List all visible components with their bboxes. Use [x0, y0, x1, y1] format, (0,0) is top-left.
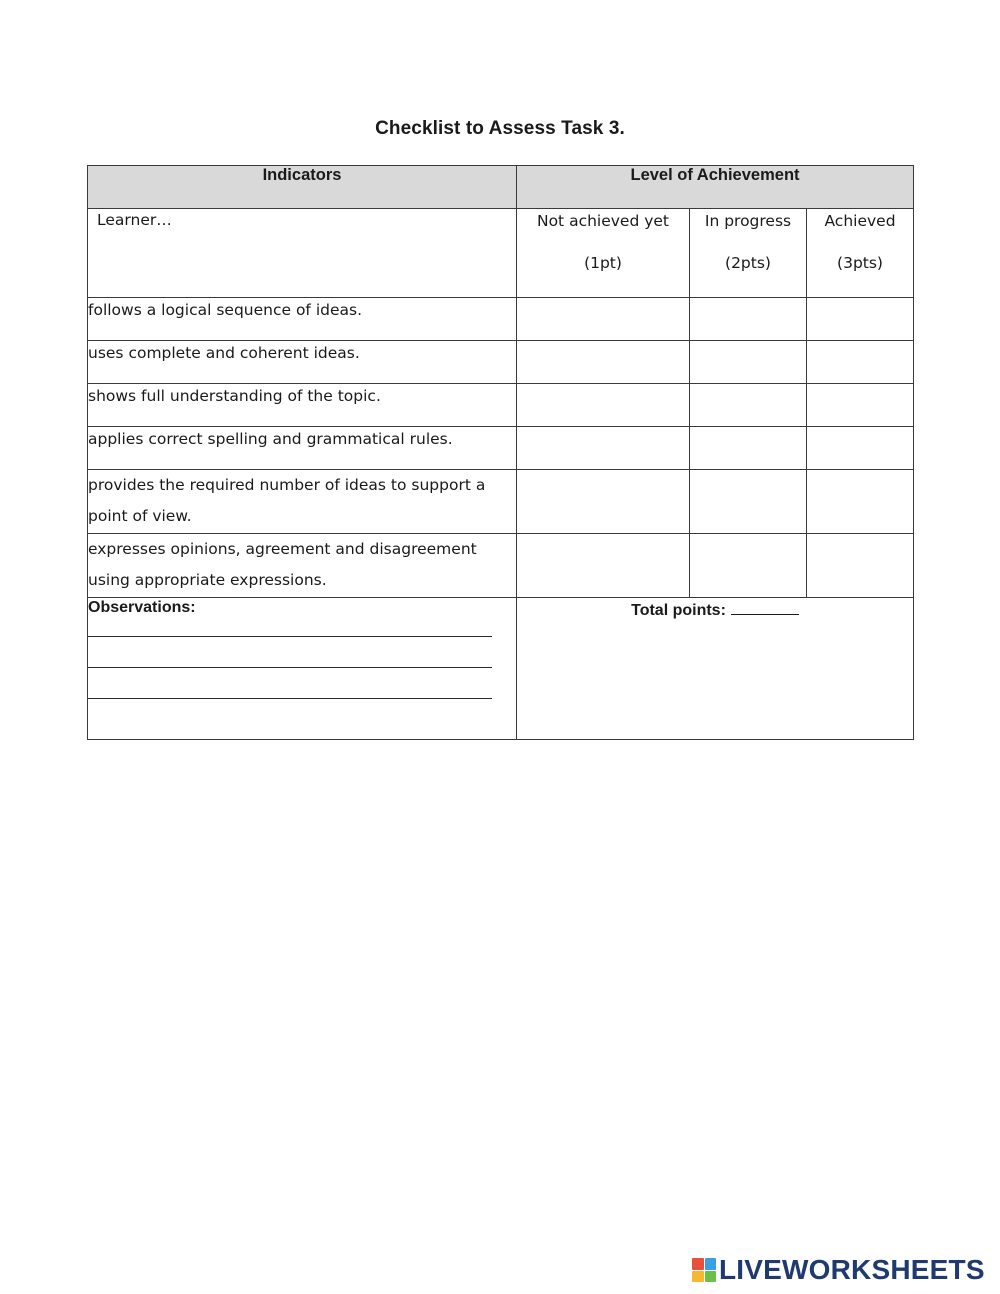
check-cell-not-achieved[interactable] — [517, 427, 690, 470]
level-points: (3pts) — [837, 254, 883, 272]
check-cell-in-progress[interactable] — [690, 298, 807, 341]
level-not-achieved — [517, 209, 690, 298]
check-cell-in-progress[interactable] — [690, 427, 807, 470]
logo-square — [705, 1271, 717, 1283]
observations-cell — [88, 598, 517, 740]
indicator-text: applies correct spelling and grammatical rules. — [88, 427, 517, 470]
level-label: Achieved — [824, 212, 896, 230]
indicator-row — [88, 298, 914, 341]
checklist-table — [87, 165, 914, 740]
level-points: (2pts) — [725, 254, 771, 272]
total-points-blank[interactable] — [731, 600, 799, 615]
observations-label: Observations: — [88, 599, 196, 616]
check-cell-in-progress[interactable] — [690, 384, 807, 427]
check-cell-in-progress[interactable] — [690, 341, 807, 384]
level-points: (1pt) — [584, 254, 622, 272]
observation-line[interactable] — [88, 636, 492, 637]
indicator-text: follows a logical sequence of ideas. — [88, 298, 517, 341]
total-points — [631, 600, 799, 620]
check-cell-not-achieved[interactable] — [517, 298, 690, 341]
logo-square — [692, 1271, 704, 1283]
logo-square — [705, 1258, 717, 1270]
indicator-row — [88, 470, 914, 534]
indicator-text: expresses opinions, agreement and disagreement using appropriate expressions. — [88, 534, 517, 598]
level-in-progress — [690, 209, 807, 298]
indicator-row — [88, 341, 914, 384]
level-achieved — [807, 209, 914, 298]
check-cell-not-achieved[interactable] — [517, 470, 690, 534]
check-cell-not-achieved[interactable] — [517, 384, 690, 427]
check-cell-achieved[interactable] — [807, 384, 914, 427]
page-title: Checklist to Assess Task 3. — [375, 118, 625, 139]
observations-row — [88, 598, 914, 740]
header-row — [88, 166, 914, 209]
check-cell-achieved[interactable] — [807, 470, 914, 534]
level-header: Level of Achievement — [517, 166, 914, 209]
logo-text: LIVEWORKSHEETS — [719, 1254, 985, 1285]
indicator-row — [88, 534, 914, 598]
observation-line[interactable] — [88, 698, 492, 699]
total-label: Total points: — [631, 602, 726, 619]
subheader-row — [88, 209, 914, 298]
observation-line[interactable] — [88, 667, 492, 668]
total-cell — [517, 598, 914, 740]
indicators-header: Indicators — [88, 166, 517, 209]
indicator-row — [88, 427, 914, 470]
logo-mark-icon — [692, 1258, 716, 1282]
indicator-text: uses complete and coherent ideas. — [88, 341, 517, 384]
check-cell-achieved[interactable] — [807, 298, 914, 341]
indicator-text: shows full understanding of the topic. — [88, 384, 517, 427]
level-label: In progress — [704, 212, 792, 230]
indicator-row — [88, 384, 914, 427]
indicator-text: provides the required number of ideas to support a point of view. — [88, 470, 517, 534]
learner-label: Learner… — [88, 209, 517, 298]
check-cell-achieved[interactable] — [807, 427, 914, 470]
logo-square — [692, 1258, 704, 1270]
check-cell-achieved[interactable] — [807, 534, 914, 598]
liveworksheets-logo — [692, 1255, 985, 1285]
check-cell-in-progress[interactable] — [690, 534, 807, 598]
check-cell-achieved[interactable] — [807, 341, 914, 384]
level-label: Not achieved yet — [536, 212, 670, 230]
check-cell-not-achieved[interactable] — [517, 534, 690, 598]
check-cell-in-progress[interactable] — [690, 470, 807, 534]
check-cell-not-achieved[interactable] — [517, 341, 690, 384]
